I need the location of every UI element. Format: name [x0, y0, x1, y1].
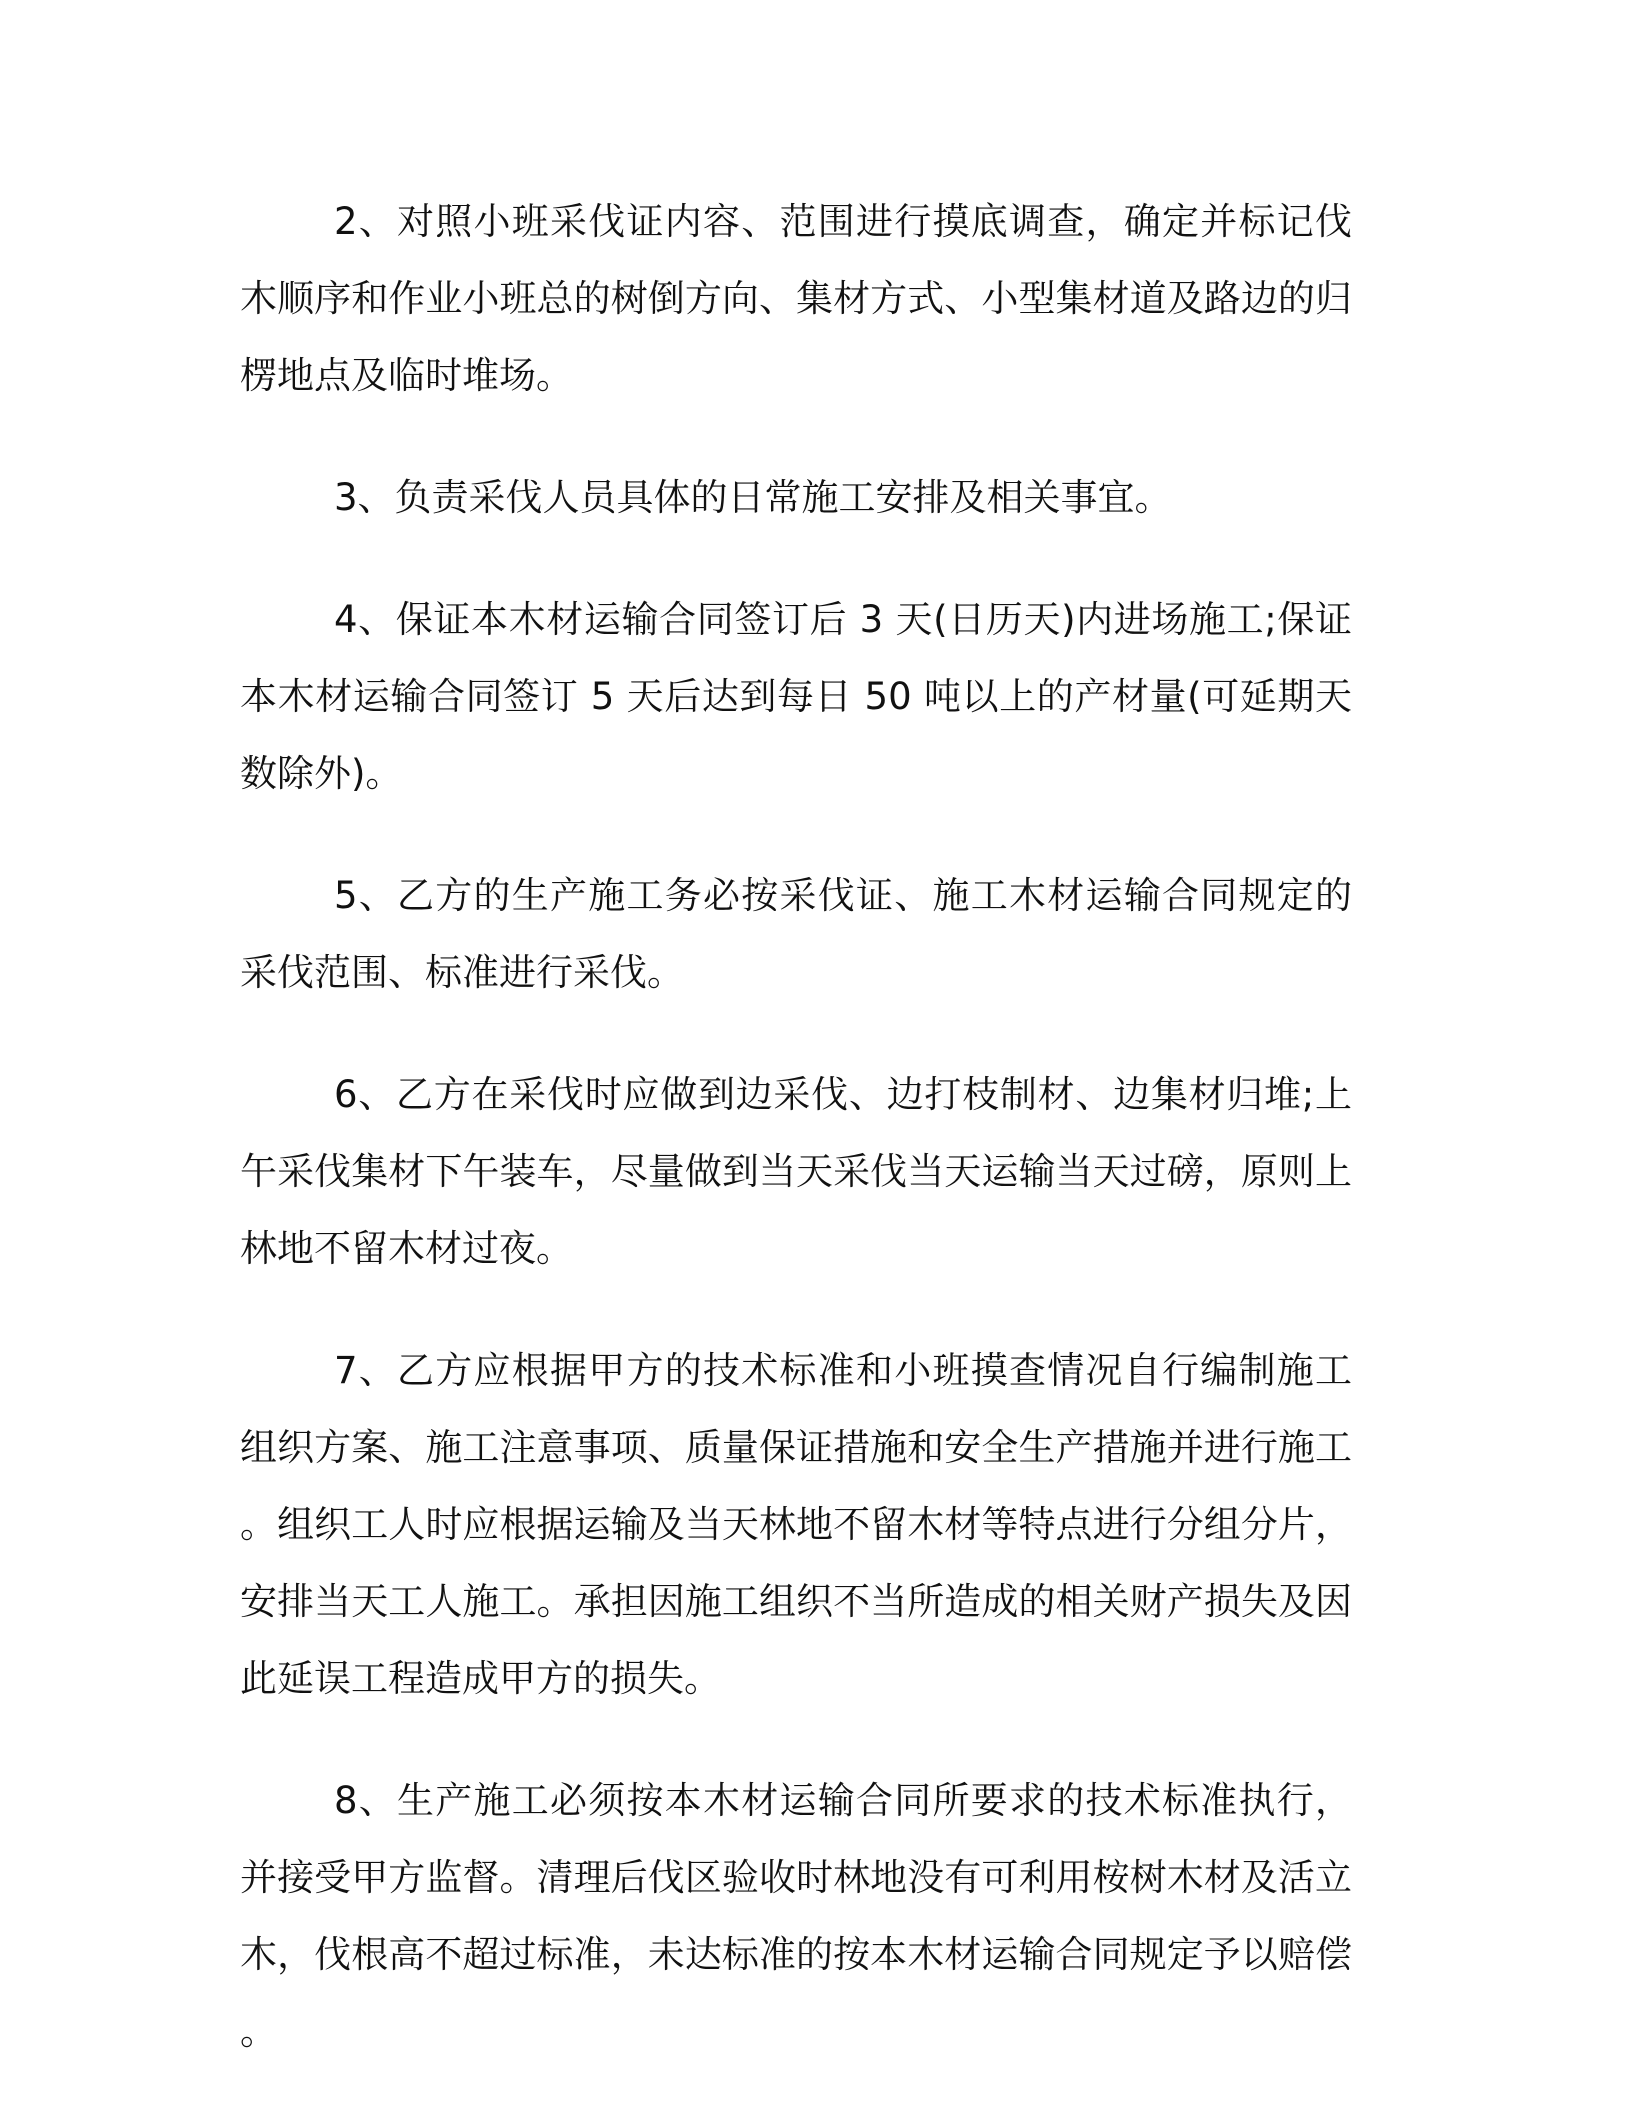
paragraph-item-2: 2、对照小班采伐证内容、范围进行摸底调查，确定并标记伐木顺序和作业小班总的树倒方向、集材方式、小型集材道及路边的归楞地点及临时堆场。 — [240, 200, 1352, 397]
paragraph-item-5: 5、乙方的生产施工务必按采伐证、施工木材运输合同规定的采伐范围、标准进行采伐。 — [240, 874, 1352, 994]
document-body — [240, 183, 1352, 2070]
paragraph-item-6: 6、乙方在采伐时应做到边采伐、边打枝制材、边集材归堆;上午采伐集材下午装车，尽量做到当天采伐当天运输当天过磅，原则上林地不留木材过夜。 — [240, 1073, 1352, 1270]
paragraph-item-7: 7、乙方应根据甲方的技术标准和小班摸查情况自行编制施工组织方案、施工注意事项、质量保证措施和安全生产措施并进行施工。组织工人时应根据运输及当天林地不留木材等特点进行分组分片，安排当天工人施工。承担因施工组织不当所造成的相关财产损失及因此延误工程造成甲方的损失。 — [240, 1349, 1352, 1700]
paragraph-item-3: 3、负责采伐人员具体的日常施工安排及相关事宜。 — [334, 476, 1172, 519]
paragraph-item-8: 8、生产施工必须按本木材运输合同所要求的技术标准执行，并接受甲方监督。清理后伐区验收时林地没有可利用桉树木材及活立木，伐根高不超过标准，未达标准的按本木材运输合同规定予以赔偿。 — [240, 1779, 1352, 2053]
paragraph-item-4: 4、保证本木材运输合同签订后 3 天(日历天)内进场施工;保证本木材运输合同签订 5 天后达到每日 50 吨以上的产材量(可延期天数除外)。 — [240, 598, 1352, 795]
